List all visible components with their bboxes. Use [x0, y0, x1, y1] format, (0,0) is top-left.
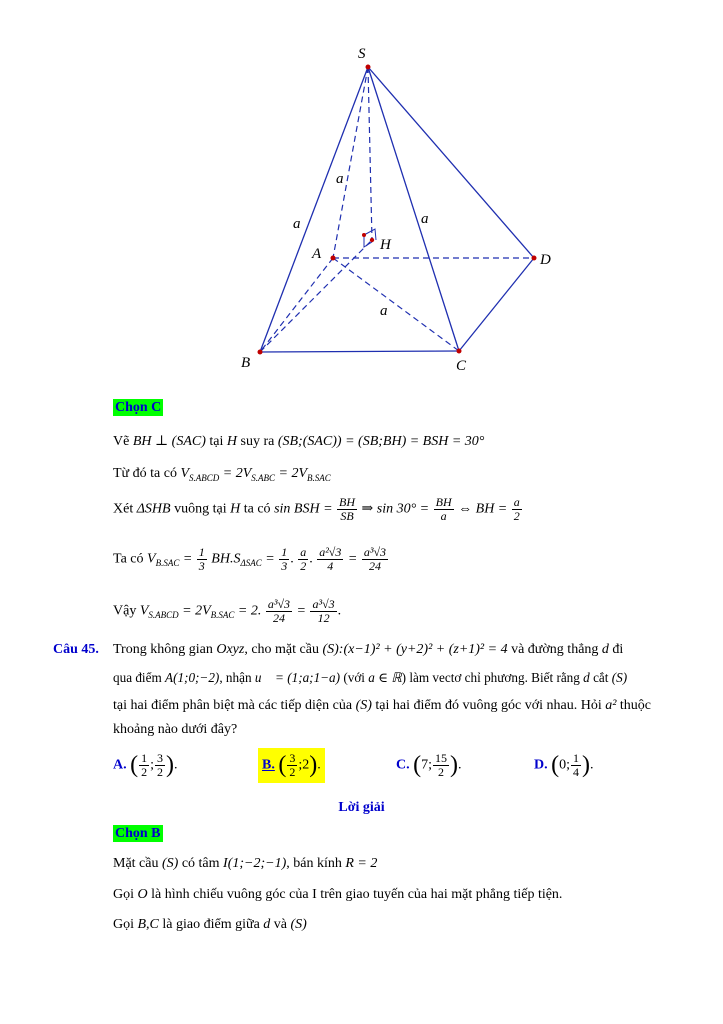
- question45-line-3: [113, 698, 651, 714]
- math: ΔSHB: [136, 501, 171, 517]
- math: sin BSH =: [274, 501, 333, 517]
- math: d: [583, 670, 590, 685]
- text: và đường thẳng: [507, 642, 602, 657]
- text: tại: [205, 434, 227, 449]
- math: I(1;−2;−1): [223, 856, 287, 871]
- pyramid-figure: [0, 0, 723, 380]
- math: BH ⊥ (SAC): [132, 434, 206, 449]
- edge-SA: [333, 67, 368, 258]
- edge-label-SA: a: [336, 171, 344, 187]
- math: =: [296, 603, 306, 619]
- fraction: $\frac{1}{3}$: [281, 545, 288, 573]
- label-A: A: [312, 246, 322, 262]
- math: BH.S: [211, 551, 241, 567]
- label-B: B: [241, 355, 251, 371]
- subscript: S.ABCD: [148, 610, 179, 621]
- edge-AC: [333, 258, 459, 351]
- solution44-line-5: [113, 598, 341, 624]
- math: d: [601, 642, 609, 657]
- fraction: $\frac{\text{a³√3}}{12}$: [312, 597, 335, 625]
- subscript: S.ABC: [251, 472, 276, 483]
- edge-label-SC: a: [421, 211, 429, 227]
- chosen-badge: Chọn B: [115, 826, 161, 841]
- subscript: B.SAC: [155, 558, 180, 569]
- math: V: [147, 551, 156, 567]
- text: , bán kính: [286, 856, 346, 871]
- text: suy ra: [237, 434, 278, 449]
- edge-SD: [368, 67, 534, 258]
- text: là hình chiếu vuông góc của I trên giao tuyến của hai mặt phẳng tiếp tiện.: [147, 887, 563, 902]
- text: và: [270, 917, 291, 932]
- question45-line-4: khoảng nào dưới đây?: [113, 722, 238, 737]
- text: Gọi: [113, 917, 138, 932]
- fraction: $\frac{BH}{a}$: [435, 495, 452, 523]
- fraction: $\frac{a}{2}$: [300, 545, 307, 573]
- text: ta có: [240, 501, 275, 517]
- fraction: $\frac{\text{a²√3}}{4}$: [319, 545, 342, 573]
- math: =: [261, 551, 275, 567]
- text: là giao điểm giữa: [158, 917, 264, 932]
- vertex-A: [331, 256, 336, 261]
- math: = 2V: [178, 603, 211, 619]
- edge-CD: [459, 258, 534, 351]
- option-c[interactable]: C. (7; $\frac{15}{2}$ ).: [396, 751, 462, 779]
- text: đi: [608, 642, 624, 657]
- math: V: [139, 603, 149, 619]
- point-H: [370, 238, 374, 242]
- math: A(1;0;−2): [165, 670, 220, 685]
- math: H: [226, 434, 237, 449]
- math: =: [179, 551, 193, 567]
- solution45-line-1: [113, 856, 377, 872]
- text: Ta có: [113, 551, 148, 567]
- solution44-line-1: [113, 433, 484, 450]
- math: d: [263, 917, 271, 932]
- edge-label-SB: a: [293, 216, 301, 232]
- vertex-S: [366, 65, 371, 70]
- question45-line-1: [113, 642, 623, 658]
- math: = 2V: [219, 466, 252, 481]
- math: (S): [161, 856, 179, 871]
- math: a ∈ ℝ: [368, 670, 402, 685]
- subscript: B.SAC: [307, 472, 331, 483]
- text: tại hai điểm đó vuông góc với nhau. Hỏi: [371, 698, 606, 713]
- text: Vẽ: [113, 434, 133, 449]
- math: R = 2: [345, 856, 378, 871]
- text: Vậy: [113, 603, 140, 619]
- text: Từ đó ta có: [113, 466, 181, 481]
- label-C: C: [456, 358, 467, 374]
- math: (S): [611, 670, 628, 685]
- question-number: Câu 45.: [53, 642, 99, 657]
- text: , nhận: [219, 670, 255, 685]
- solution44-line-4: Ta có $V_{B.SAC}$ = $\frac{1}{3}$ $BH.S_{\Delta SAC}$ = $\frac{1}{3}$ . $\frac{a}{2}$ . $\frac{\text{a²√3}}{4}$ = $\frac{\text{a³√3}}{24}$: [113, 545, 387, 573]
- label-S: S: [358, 46, 366, 62]
- segment-SH: [368, 67, 372, 240]
- chosen-badge: Chọn C: [115, 400, 162, 415]
- fraction: $\frac{1}{3}$: [198, 545, 205, 573]
- solution44-line-2: [113, 466, 331, 483]
- math: (S):(x−1)² + (y+2)² + (z+1)² = 4: [322, 642, 508, 657]
- vertex-D: [532, 256, 537, 261]
- text: .: [337, 603, 342, 619]
- option-letter: A.: [113, 757, 127, 773]
- math: (S): [290, 917, 307, 932]
- option-a[interactable]: A. ( $\frac{1}{2}$ ; $\frac{3}{2}$ ).: [113, 751, 178, 779]
- text: (với: [340, 670, 369, 685]
- option-d[interactable]: D. (0; $\frac{1}{4}$ ).: [534, 751, 594, 779]
- math: a²: [605, 698, 617, 713]
- subscript: B.SAC: [210, 610, 235, 621]
- vertex-C: [457, 349, 462, 354]
- math: u⃗ = (1;a;1−a): [254, 670, 341, 685]
- chosen-answer-45: [113, 826, 163, 842]
- text: tại hai điểm phân biệt mà các tiếp diện của: [113, 698, 356, 713]
- text: có tâm: [178, 856, 224, 871]
- math: (SB;(SAC)) = (SB;BH) = BSH = 30°: [277, 434, 485, 449]
- math: B,C: [137, 917, 159, 932]
- text: vuông tại: [170, 501, 231, 517]
- subscript: S.ABCD: [189, 472, 220, 483]
- subscript: ΔSAC: [240, 558, 262, 569]
- point-H-foot: [362, 233, 366, 237]
- text: ) làm vectơ chỉ phương. Biết rằng: [401, 670, 584, 685]
- math: =: [347, 551, 358, 567]
- option-letter: B.: [262, 757, 275, 773]
- math: = 2.: [234, 603, 262, 619]
- text: Gọi: [113, 887, 138, 902]
- text: cắt: [589, 670, 612, 685]
- math: ⇒ sin 30° =: [361, 501, 430, 517]
- edge-BC: [260, 351, 459, 352]
- solution-heading: Lời giải: [338, 800, 385, 815]
- label-D: D: [540, 252, 551, 268]
- chosen-answer-44: [113, 400, 163, 416]
- question45-line-2: [113, 670, 627, 686]
- option-b[interactable]: B. ( $\frac{3}{2}$ ;2).: [258, 748, 325, 783]
- text: Mặt cầu: [113, 856, 162, 871]
- solution44-line-3: [113, 496, 523, 522]
- option-letter: C.: [396, 757, 410, 773]
- math: V: [180, 466, 190, 481]
- text: Trong không gian: [113, 642, 217, 657]
- fraction: $\frac{BH}{SB}$: [339, 495, 356, 523]
- math: (S): [355, 698, 372, 713]
- vertex-B: [258, 350, 263, 355]
- text: qua điểm: [113, 670, 166, 685]
- option-letter: D.: [534, 757, 548, 773]
- text: , cho mặt cầu: [244, 642, 323, 657]
- solution45-line-3: [113, 917, 307, 933]
- label-H: H: [380, 237, 391, 253]
- text: thuộc: [616, 698, 652, 713]
- edge-SB: [260, 67, 368, 352]
- fraction: $\frac{\text{a³√3}}{24}$: [267, 597, 291, 625]
- text: Xét: [113, 501, 137, 517]
- edge-AB: [260, 258, 333, 352]
- math: Oxyz: [216, 642, 245, 657]
- math: O: [137, 887, 148, 902]
- fraction: $\frac{a}{2}$: [513, 495, 520, 523]
- fraction: $\frac{\text{a³√3}}{24}$: [363, 545, 387, 573]
- math: ⇔ BH =: [458, 501, 508, 517]
- edge-label-AC: a: [380, 303, 388, 319]
- math: H: [230, 501, 241, 517]
- solution45-line-2: [113, 887, 562, 903]
- math: = 2V: [275, 466, 308, 481]
